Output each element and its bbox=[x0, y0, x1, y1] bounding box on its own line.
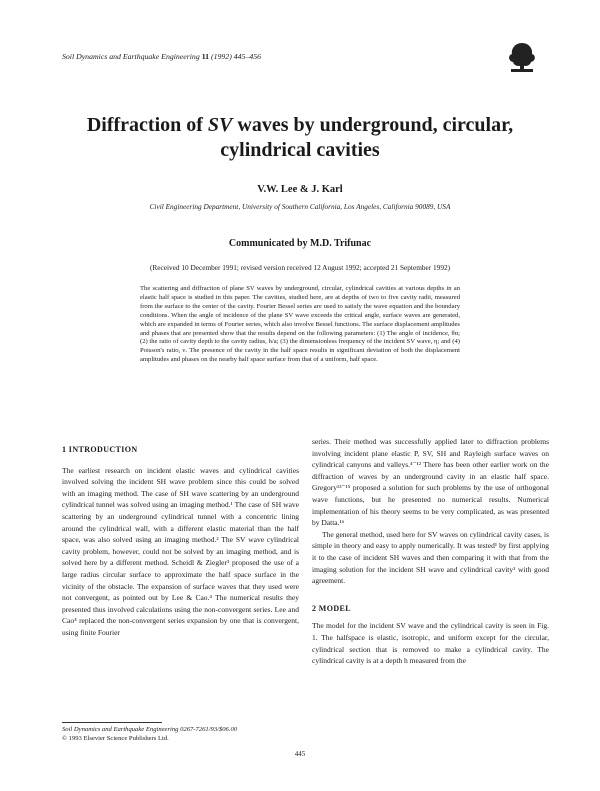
intro-paragraph-3: The general method, used here for SV waves on cylindrical cavity cases, is simple in theory and easy to apply numerically. It was tested¹ by first applying it to the case of incident SH waves and then comparing it with that from the imaging solution for the incident SH wave and cylindrical cavity¹ with good agreement. bbox=[312, 529, 549, 586]
intro-paragraph-1: The earliest research on incident elastic waves and cylindrical cavities involved solving the incident SH wave problem since this could be solved with an imaging method. The case of SH wave scattering by an underground cylindrical tunnel was solved using an imaging method.¹ The case of SH wave scattering by an underground cylindrical tunnel with a concentric lining around the cylindrical wall, with a different elastic material than the half space, was also solved using an imaging method.² The SV wave cylindrical cavity problem, however, could not be solved by an imaging method, and is solved here by a different method. Scheidl & Ziegler³ proposed the use of a large radius circular surface to approximate the half space surface in the vicinity of the obstacle. The expansion of surface waves that they used were not convergent, as pointed out by Lee & Cao.⁴ The numerical results they presented thus involved calculations using the non-convergent series. Lee and Cao⁴ replaced the non-convergent series expansion by one that is convergent, using finite Fourier bbox=[62, 465, 299, 637]
left-column bbox=[62, 444, 299, 639]
title-sv: SV bbox=[207, 114, 233, 136]
page-number: 445 bbox=[294, 750, 306, 758]
authors: V.W. Lee & J. Karl bbox=[257, 184, 343, 195]
model-paragraph-1: The model for the incident SV wave and the cylindrical cavity is seen in Fig. 1. The halfspace is elastic, isotropic, and uniform except for the circular, cylindrical section that is removed to make a cylindrical cavity. The cylindrical cavity is at a depth h measured from the bbox=[312, 621, 549, 666]
received-dates: (Received 10 December 1991; revised version received 12 August 1992; accepted 21 September 1992) bbox=[149, 263, 451, 272]
abstract: The scattering and diffraction of plane SV waves by underground, circular, cylindrical cavities at various depths in an elastic half space is studied in this paper. The cavities, studied here, are at depths of two to five cavity radii, measured from the surface to the center of the cavity. Fourier Bessel series are used to satisfy the wave equation and the boundary conditions. When the angle of incidence of the plane SV wave exceeds the critical angle, surface waves are generated, which are expanded in terms of Fourier series, which also involve Bessel functions. The surface displacement amplitudes and phases that are presented show that the results depend on the following parameters: (1) The angle of incidence, θα; (2) the ratio of cavity depth to the cavity radius, h/a; (3) the dimensionless frequency of the incident SV wave, η; and (4) Poisson's ratio, ν. The presence of the cavity in the half space results in significant deviation of both the displacement amplitudes and phases on the nearby half space surface from that of a uniform, half space. bbox=[140, 285, 460, 364]
title-line-1: Diffraction of SV waves by underground, circular, bbox=[86, 114, 514, 136]
journal-citation bbox=[62, 52, 261, 61]
journal-name: Soil Dynamics and Earthquake Engineering bbox=[62, 52, 200, 61]
journal-volume: 11 bbox=[201, 52, 210, 61]
journal-year-pages: (1992) 445–456 bbox=[211, 52, 262, 61]
communicated-by: Communicated by M.D. Trifunac bbox=[228, 238, 372, 249]
intro-paragraph-2: series. Their method was successfully applied later to diffraction problems involving incident plane elastic P, SV, SH and Rayleigh surface waves on cylindrical canyons and valleys.⁴⁻¹² There has been other earlier work on the diffraction of waves by an underground cavity in an elastic half space. Gregory¹³⁻¹⁵ proposed a solution for such problems by the use of orthogonal wave functions, but he presented no numerical results. Numerical implementation of his theory seems to be very complicated, as was presented by Datta.¹⁶ bbox=[312, 437, 549, 528]
right-column bbox=[312, 436, 549, 667]
section-1-heading: 1 INTRODUCTION bbox=[62, 445, 138, 454]
section-2-heading: 2 MODEL bbox=[312, 603, 352, 613]
footnote-rule bbox=[62, 722, 162, 723]
title-line-2: cylindrical cavities bbox=[220, 139, 380, 161]
footnote-journal: Soil Dynamics and Earthquake Engineering 0267-7261/93/$06.00 bbox=[62, 726, 238, 733]
footnote-copyright: © 1993 Elsevier Science Publishers Ltd. bbox=[62, 735, 169, 742]
footnote bbox=[62, 725, 302, 743]
paper-title bbox=[0, 113, 600, 163]
publisher-logo bbox=[505, 40, 539, 74]
affiliation: Civil Engineering Department, University of Southern California, Los Angeles, California 90089, USA bbox=[149, 202, 451, 211]
